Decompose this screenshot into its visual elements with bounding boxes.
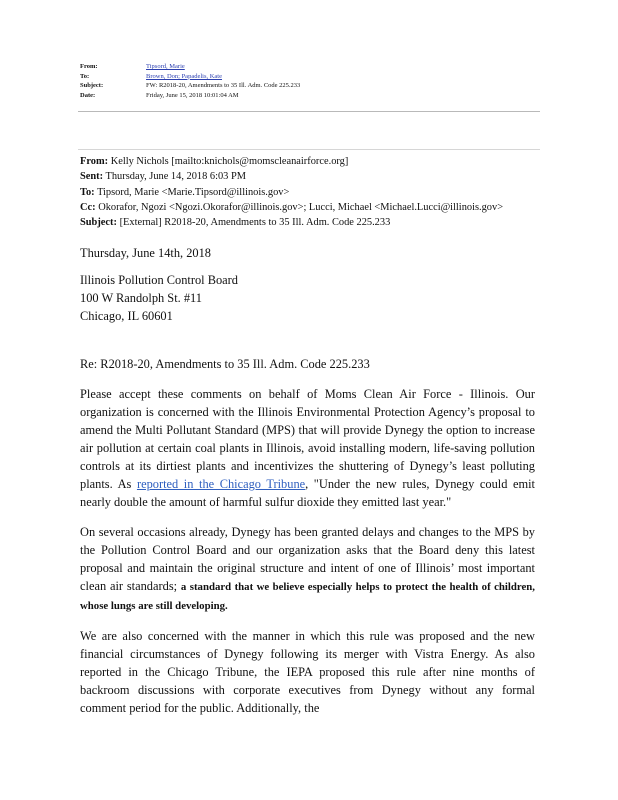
header-to-label: To: bbox=[80, 72, 90, 80]
letter-date: Thursday, June 14th, 2018 bbox=[80, 246, 212, 260]
header-subject-label: Subject: bbox=[80, 82, 104, 89]
header-divider bbox=[78, 111, 540, 112]
address-line: Illinois Pollution Control Board bbox=[80, 273, 238, 287]
fwd-from-value[interactable]: Kelly Nichols [mailto:knichols@momscleanairforce.org] bbox=[110, 156, 349, 167]
letter-paragraph-3: We are also concerned with the manner in which this rule was proposed and the new financial circumstances of Dynegy following its merger with Vistra Energy. As also reported in the Chicago Tribune, the IEPA proposed this rule after nine months of backroom discussions with corporate executives from Dynegy without any formal comment period for the public. Additionally, the bbox=[80, 629, 535, 715]
header-subject-value: FW: R2018-20, Amendments to 35 Ill. Adm. Code 225.233 bbox=[146, 82, 301, 89]
paragraph-2-bold-text: a standard that we believe especially helps to protect the health of children, whose lungs are still developing. bbox=[80, 581, 535, 612]
letter-body bbox=[80, 244, 535, 717]
address-line: Chicago, IL 60601 bbox=[80, 309, 173, 323]
header-from-row bbox=[80, 62, 560, 72]
email-header bbox=[80, 62, 560, 100]
address-line: 100 W Randolph St. #11 bbox=[80, 291, 202, 305]
fwd-sent-label: Sent: bbox=[80, 171, 104, 183]
header-to-row bbox=[80, 72, 560, 82]
header-subject-row bbox=[80, 81, 560, 91]
fwd-to-value[interactable]: Tipsord, Marie <Marie.Tipsord@illinois.gov> bbox=[97, 186, 290, 198]
chicago-tribune-link[interactable]: reported in the Chicago Tribune bbox=[136, 477, 306, 491]
fwd-to-row bbox=[80, 185, 550, 200]
paragraph-2-text: On several occasions already, Dynegy has been granted delays and changes to the MPS by the Pollution Control Board and our organization asks that the Board deny this latest proposal and maintain the original structure and intent of one of Illinois’ most important clean air standards; bbox=[80, 525, 535, 593]
paragraph-1-quote: , "Under the new rules, Dynegy could emit nearly double the amount of harmful sulfur dioxide they emitted last year." bbox=[80, 477, 536, 509]
forwarded-header bbox=[80, 154, 550, 230]
fwd-sent-value: Thursday, June 14, 2018 6:03 PM bbox=[105, 171, 246, 183]
forward-divider bbox=[78, 149, 540, 150]
header-from-label: From: bbox=[80, 63, 98, 70]
fwd-from-row bbox=[80, 154, 550, 169]
fwd-cc-label: Cc: bbox=[80, 201, 96, 213]
header-date-row bbox=[80, 91, 560, 101]
letter-paragraph-1 bbox=[80, 385, 535, 511]
letter-address bbox=[80, 271, 535, 325]
letter-paragraph-2 bbox=[80, 523, 535, 615]
fwd-subject-row bbox=[80, 215, 550, 230]
fwd-from-label: From: bbox=[80, 156, 109, 167]
header-date-label: Date: bbox=[80, 91, 96, 99]
letter-re-line: Re: R2018-20, Amendments to 35 Ill. Adm. Code 225.233 bbox=[80, 357, 370, 371]
fwd-sent-row bbox=[80, 169, 550, 184]
header-date-value: Friday, June 15, 2018 10:01:04 AM bbox=[146, 91, 239, 99]
fwd-subject-label: Subject: bbox=[80, 217, 117, 229]
fwd-cc-row bbox=[80, 200, 550, 215]
paragraph-1-text: Please accept these comments on behalf of Moms Clean Air Force - Illinois. Our organization is concerned with the Illinois Environmental Protection Agency’s proposal to amend the Multi Pollutant Standard (MPS) that will provide Dynegy the option to increase air pollution at certain coal plants in Illinois, avoid installing modern, life-saving pollution controls at its dirtiest plants and incentivizes the shuttering of Dynegy’s least polluting plants. As bbox=[80, 387, 535, 491]
fwd-to-label: To: bbox=[80, 186, 95, 198]
header-to-value[interactable]: Brown, Don; Papadelis, Kate bbox=[146, 72, 223, 80]
fwd-subject-value: [External] R2018-20, Amendments to 35 Ill. Adm. Code 225.233 bbox=[119, 217, 391, 229]
header-from-value[interactable]: Tipsord, Marie bbox=[146, 63, 185, 70]
fwd-cc-value[interactable]: Okorafor, Ngozi <Ngozi.Okorafor@illinois.gov>; Lucci, Michael <Michael.Lucci@illinois.gov> bbox=[98, 201, 504, 213]
